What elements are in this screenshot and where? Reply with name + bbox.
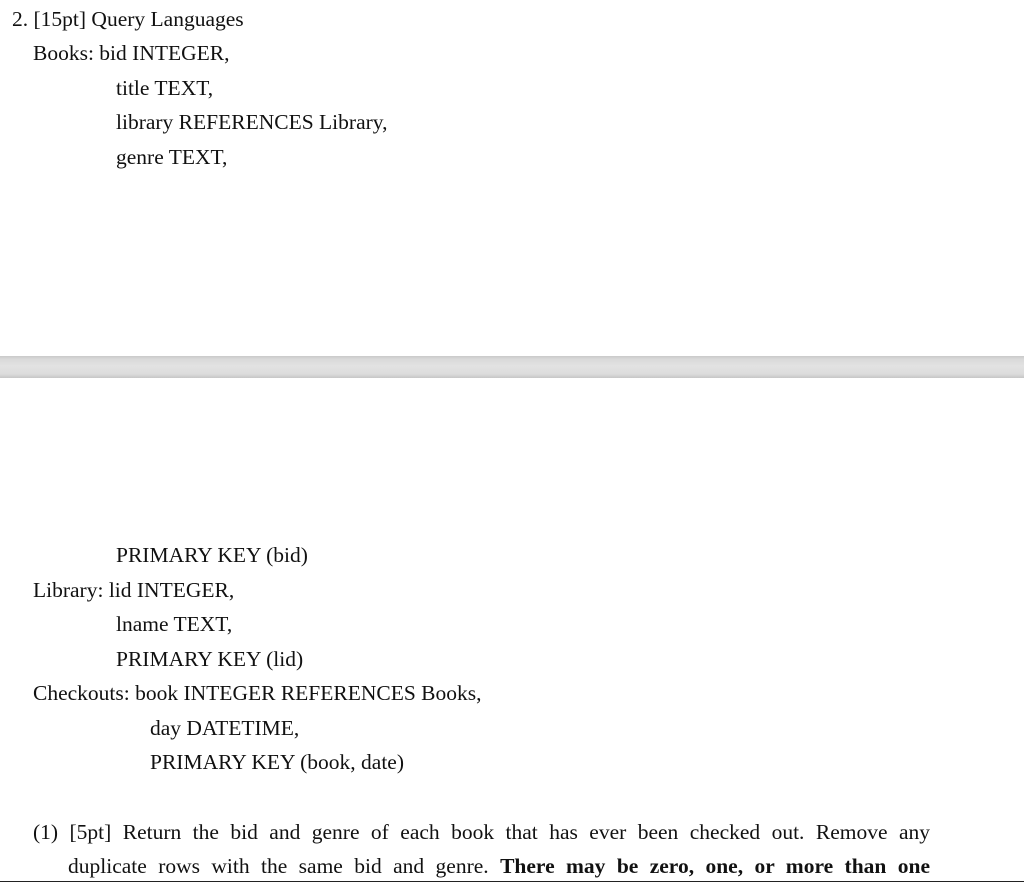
- library-schema-line: lname TEXT,: [116, 612, 233, 636]
- page-break-gap: [0, 356, 1024, 378]
- subquestion-1-line: [68, 849, 930, 882]
- checkouts-schema-line: day DATETIME,: [150, 716, 300, 740]
- books-schema-line: Books: bid INTEGER,: [33, 41, 230, 65]
- subquestion-1-line: (1) [5pt] Return the bid and genre of each book that has ever been checked out. Remove any: [33, 820, 930, 844]
- books-schema-line: title TEXT,: [116, 76, 214, 100]
- subquestion-1-text: duplicate rows with the same bid and genre.: [68, 854, 489, 878]
- checkouts-schema-line: PRIMARY KEY (book, date): [150, 750, 405, 774]
- library-schema-line: Library: lid INTEGER,: [33, 578, 235, 602]
- question-heading: 2. [15pt] Query Languages: [12, 7, 244, 31]
- books-schema-line: library REFERENCES Library,: [116, 110, 388, 134]
- library-schema-line: PRIMARY KEY (lid): [116, 647, 304, 671]
- books-schema-line: PRIMARY KEY (bid): [116, 543, 308, 567]
- checkouts-schema-line: Checkouts: book INTEGER REFERENCES Books,: [33, 681, 482, 705]
- subquestion-1-emphasis: There may be zero, one, or more than one: [500, 854, 931, 878]
- document-page-top: [0, 0, 1024, 356]
- books-schema-line: genre TEXT,: [116, 145, 228, 169]
